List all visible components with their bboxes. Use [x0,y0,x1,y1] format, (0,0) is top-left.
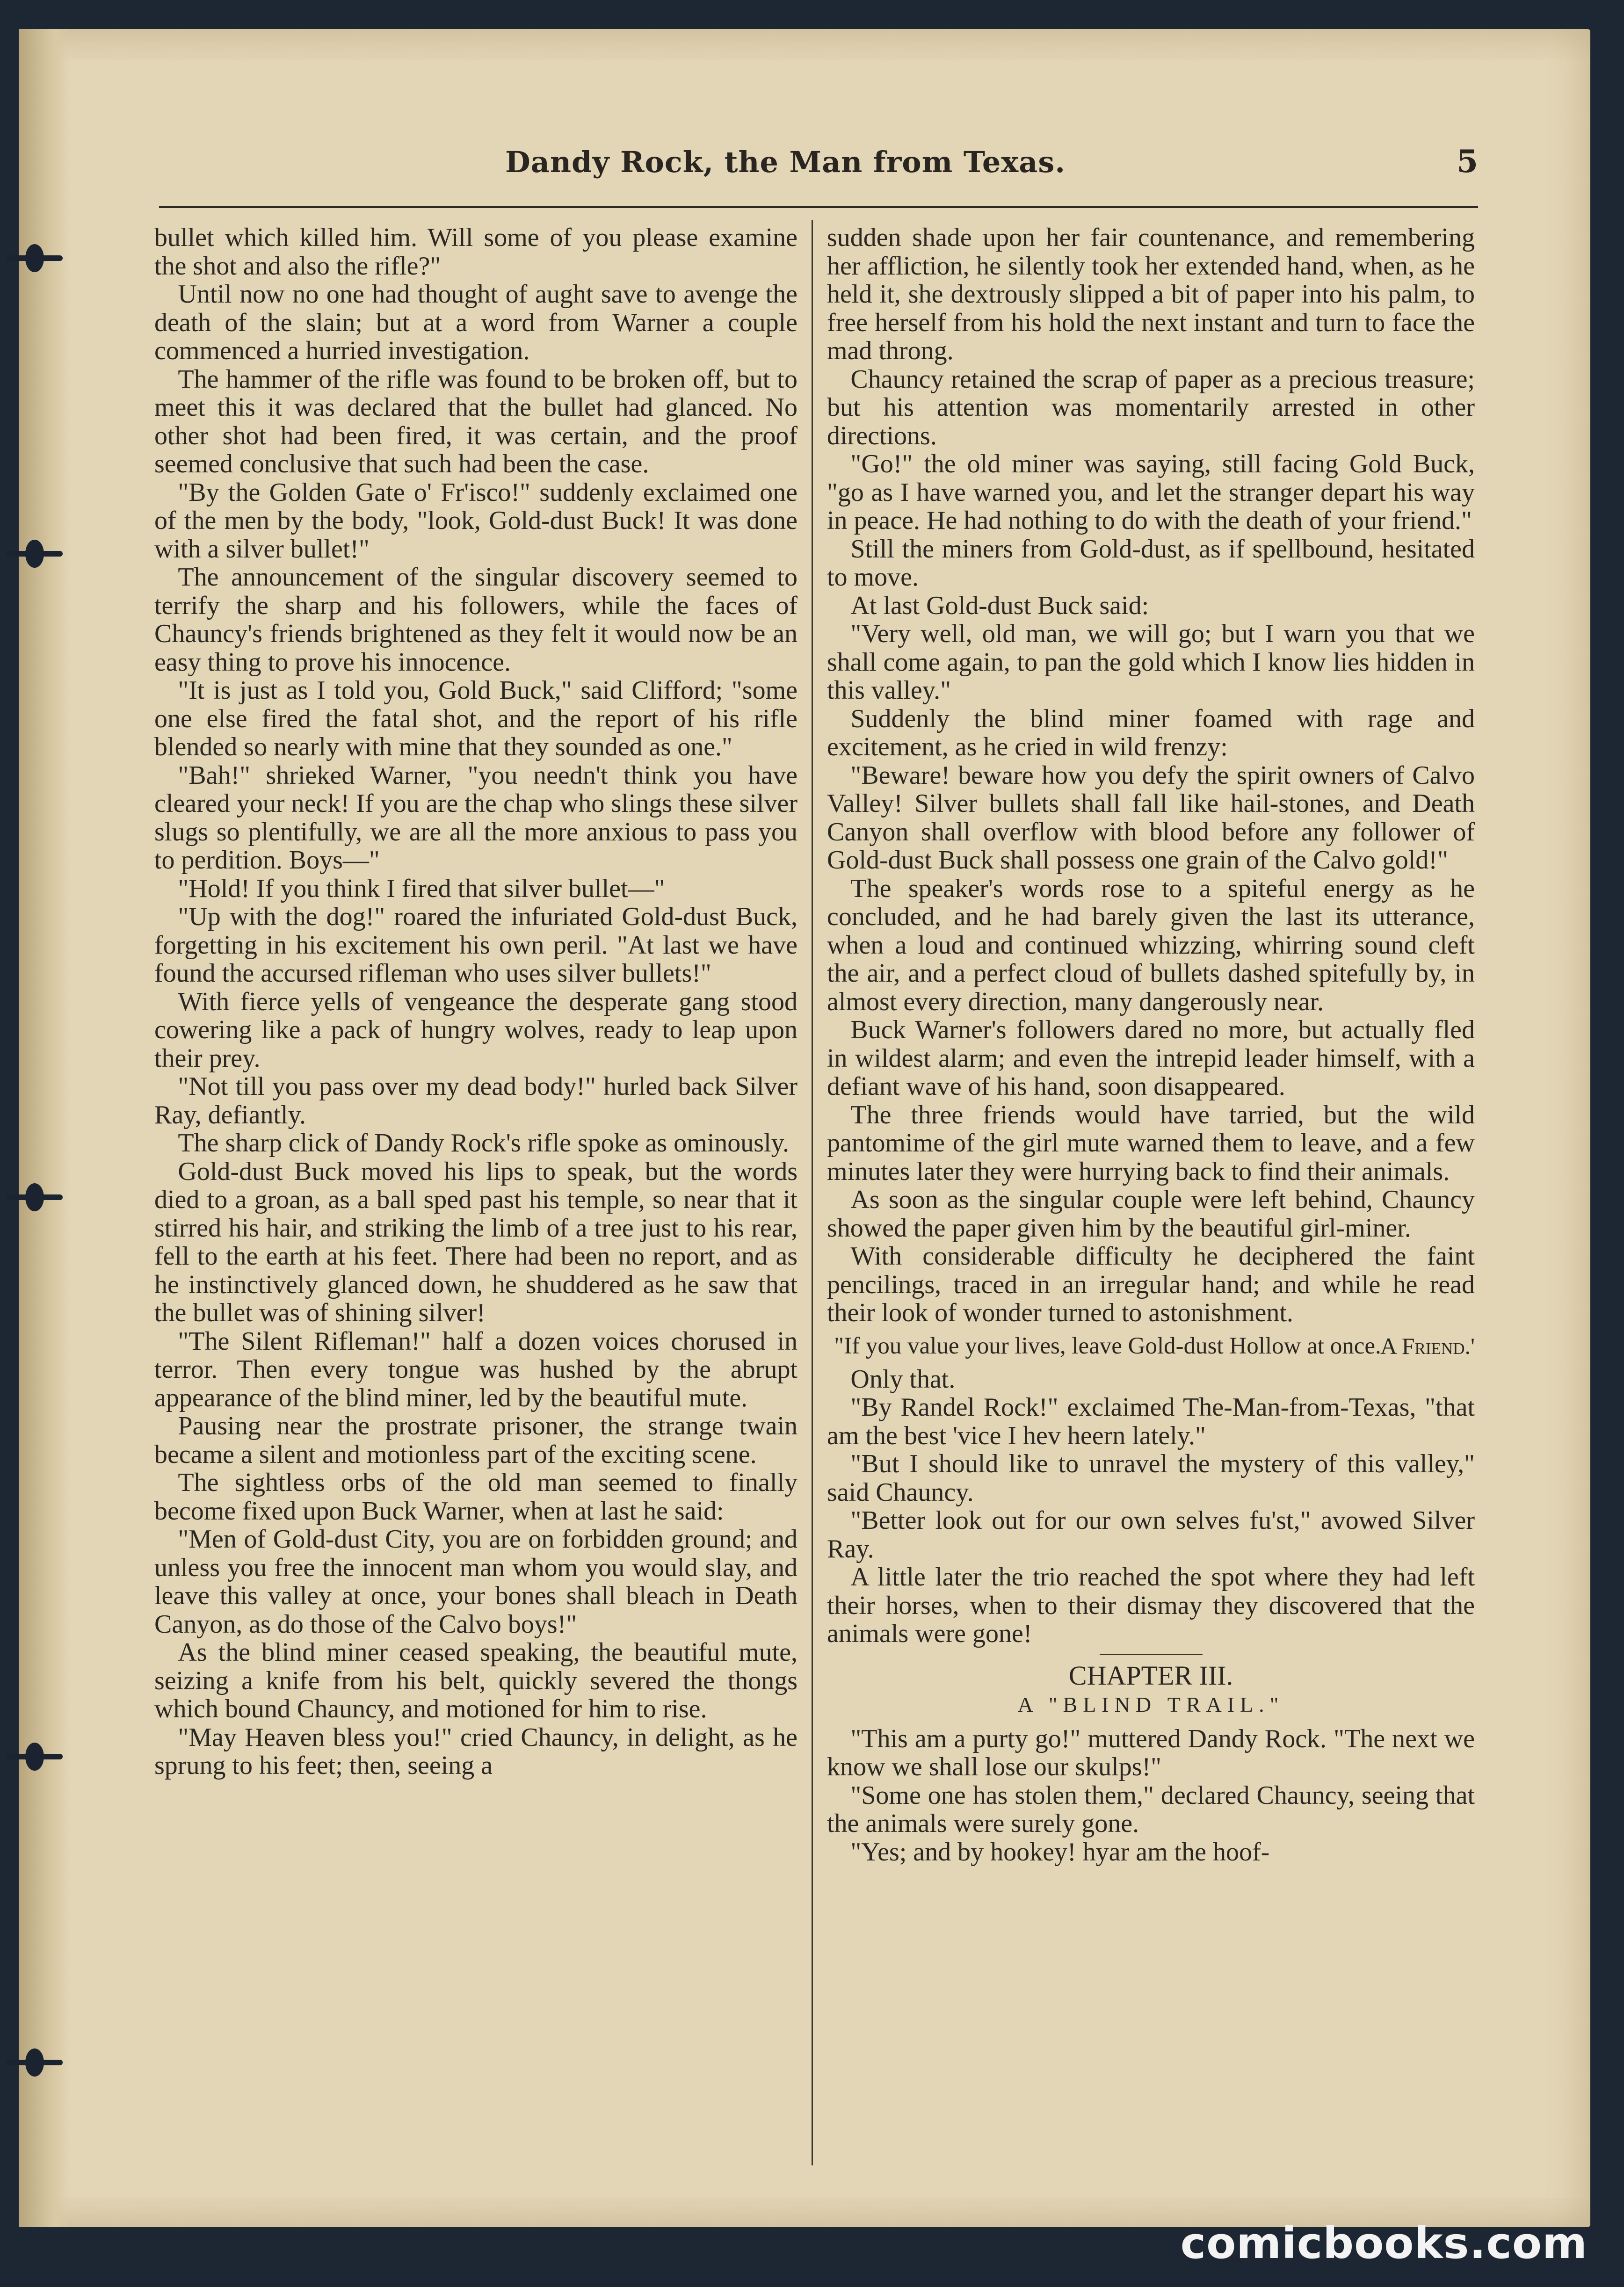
binding-stitch [7,253,63,264]
paragraph: "Go!" the old miner was saying, still facing Gold Buck, "go as I have warned you, and let the stranger depart his way in peace. He had nothing to do with the death of your friend." [827,449,1475,535]
paragraph: Pausing near the prostrate prisoner, the strange twain became a silent and motionless part of the exciting scene. [154,1411,798,1469]
paragraph: "Yes; and by hookey! hyar am the hoof- [850,1837,1270,1867]
paragraph: The three friends would have tarried, but the wild pantomime of the girl mute warned them to leave, and a few minutes later they were hurrying back to find their animals. [827,1100,1475,1186]
paragraph: With fierce yells of vengeance the desperate gang stood cowering like a pack of hungry wolves, ready to leap upon their prey. [154,987,798,1073]
paragraph: "By Randel Rock!" exclaimed The-Man-from-Texas, "that am the best 'vice I hev heern lately." [827,1393,1475,1450]
paragraph: At last Gold-dust Buck said: [850,591,1149,620]
paragraph: bullet which killed him. Will some of you please examine the shot and also the rifle?" [154,223,798,281]
paragraph: Suddenly the blind miner foamed with rage and excitement, as he cried in wild frenzy: [827,704,1475,761]
site-watermark: comicbooks.com [1180,2218,1588,2268]
running-title: Dandy Rock, the Man from Texas. [505,145,1066,179]
paragraph: As soon as the singular couple were left behind, Chauncy showed the paper given him by the beautiful girl-miner. [827,1185,1475,1243]
paragraph: "Hold! If you think I fired that silver bullet—" [178,874,665,903]
binding-stitch [7,1751,63,1762]
paragraph: The sharp click of Dandy Rock's rifle spoke as ominously. [178,1129,790,1158]
chapter-subtitle: A "BLIND TRAIL." [1017,1693,1284,1716]
paragraph: Until now no one had thought of aught save to avenge the death of the slain; but at a word from Warner a couple commenced a hurried investigation. [154,280,798,365]
page-number: 5 [1457,143,1478,180]
paragraph: "Up with the dog!" roared the infuriated Gold-dust Buck, forgetting in his excitement his own peril. "At last we have found the accursed rifleman who uses silver bullets!" [154,902,798,988]
paragraph: Gold-dust Buck moved his lips to speak, but the words died to a groan, as a ball sped past his temple, so near that it stirred his hair, and striking the limb of a tree just to his rear, fell to the earth at his feet. There had been no report, and as he instinctively glanced down, he shuddered as he saw that the bullet was of shining silver! [154,1157,798,1327]
paragraph: sudden shade upon her fair countenance, and remembering her affliction, he silently took her extended hand, when, as he held it, she dextrously slipped a bit of paper into his palm, to free herself from his hold the next instant and turn to face the mad throng. [827,223,1475,365]
chapter-rule [1100,1654,1203,1655]
page-spine [19,29,70,2227]
paragraph: Only that. [850,1364,956,1394]
paragraph: With considerable difficulty he deciphered the faint pencilings, traced in an irregular hand; and while he read their look of wonder turned to astonishment. [827,1242,1475,1327]
paragraph: "By the Golden Gate o' Fr'isco!" suddenly exclaimed one of the men by the body, "look, Gold-dust Buck! It was done with a silver bullet!" [154,478,798,564]
paragraph: "Not till you pass over my dead body!" hurled back Silver Ray, defiantly. [154,1072,798,1129]
paragraph: The speaker's words rose to a spiteful energy as he concluded, and he had barely given the last its utterance, when a loud and continued whizzing, whirring sound cleft the air, and a perfect cloud of bullets dashed spitefully by, in almost every direction, many dangerously near. [827,874,1475,1016]
binding-stitch [7,1192,63,1203]
binding-stitch [7,2057,63,2068]
header-rule [159,206,1478,208]
right-column [827,224,1475,1866]
paragraph: "Bah!" shrieked Warner, "you needn't think you have cleared your neck! If you are the chap who slings these silver slugs so plentifully, we are all the more anxious to pass you to perdition. Boys—" [154,760,798,875]
paragraph: Buck Warner's followers dared no more, but actually fled in wildest alarm; and even the intrepid leader himself, with a defiant wave of his hand, soon disappeared. [827,1015,1475,1101]
paragraph: "Very well, old man, we will go; but I warn you that we shall come again, to pan the gold which I know lies hidden in this valley." [827,619,1475,705]
paragraph: "The Silent Rifleman!" half a dozen voices chorused in terror. Then every tongue was hushed by the abrupt appearance of the blind miner, led by the beautiful mute. [154,1326,798,1412]
paragraph: "It is just as I told you, Gold Buck," said Clifford; "some one else fired the fatal shot, and the report of his rifle blended so nearly with mine that they sounded as one." [154,676,798,761]
column-divider [812,220,813,2165]
running-header [159,140,1478,196]
paragraph: "But I should like to unravel the mystery of this valley," said Chauncy. [827,1449,1475,1507]
left-column [154,224,798,1780]
paragraph: "This am a purty go!" muttered Dandy Rock. "The next we know we shall lose our skulps!" [827,1724,1475,1781]
paragraph: "Beware! beware how you defy the spirit owners of Calvo Valley! Silver bullets shall fall like hail-stones, and Death Canyon shall overflow with blood before any follower of Gold-dust Buck shall possess one grain of the Calvo gold!" [827,760,1475,875]
paragraph: Chauncy retained the scrap of paper as a precious treasure; but his attention was momentarily arrested in other directions. [827,364,1475,450]
paragraph: "Men of Gold-dust City, you are on forbidden ground; and unless you free the innocent man whom you would slay, and leave this valley at once, your bones shall bleach in Death Canyon, as do those of the Calvo boys!" [154,1525,798,1639]
warning-note: "If you value your lives, leave Gold-dust Hollow at once. [834,1332,1381,1359]
paragraph: Still the miners from Gold-dust, as if spellbound, hesitated to move. [827,534,1475,592]
paragraph: The hammer of the rifle was found to be broken off, but to meet this it was declared that the bullet had glanced. No other shot had been fired, it was certain, and the proof seemed conclusive that such had been the case. [154,364,798,478]
paragraph: The sightless orbs of the old man seemed to finally become fixed upon Buck Warner, when at last he said: [154,1468,798,1526]
paragraph: A little later the trio reached the spot where they had left their horses, when to their dismay they discovered that the animals were gone! [827,1563,1475,1648]
chapter-heading: CHAPTER III. [1068,1660,1233,1691]
paragraph: "Better look out for our own selves fu'st," avowed Silver Ray. [827,1506,1475,1563]
note-signature: A Friend.' [1380,1333,1475,1359]
paragraph: "Some one has stolen them," declared Chauncy, seeing that the animals were surely gone. [827,1780,1475,1838]
binding-stitch [7,548,63,559]
paragraph: The announcement of the singular discovery seemed to terrify the sharp and his followers, while the faces of Chauncy's friends brightened as they felt it would now be an easy thing to prove his innocence. [154,563,798,677]
paragraph: "May Heaven bless you!" cried Chauncy, in delight, as he sprung to his feet; then, seeing a [154,1722,798,1780]
paragraph: As the blind miner ceased speaking, the beautiful mute, seizing a knife from his belt, quickly severed the thongs which bound Chauncy, and motioned for him to rise. [154,1638,798,1723]
